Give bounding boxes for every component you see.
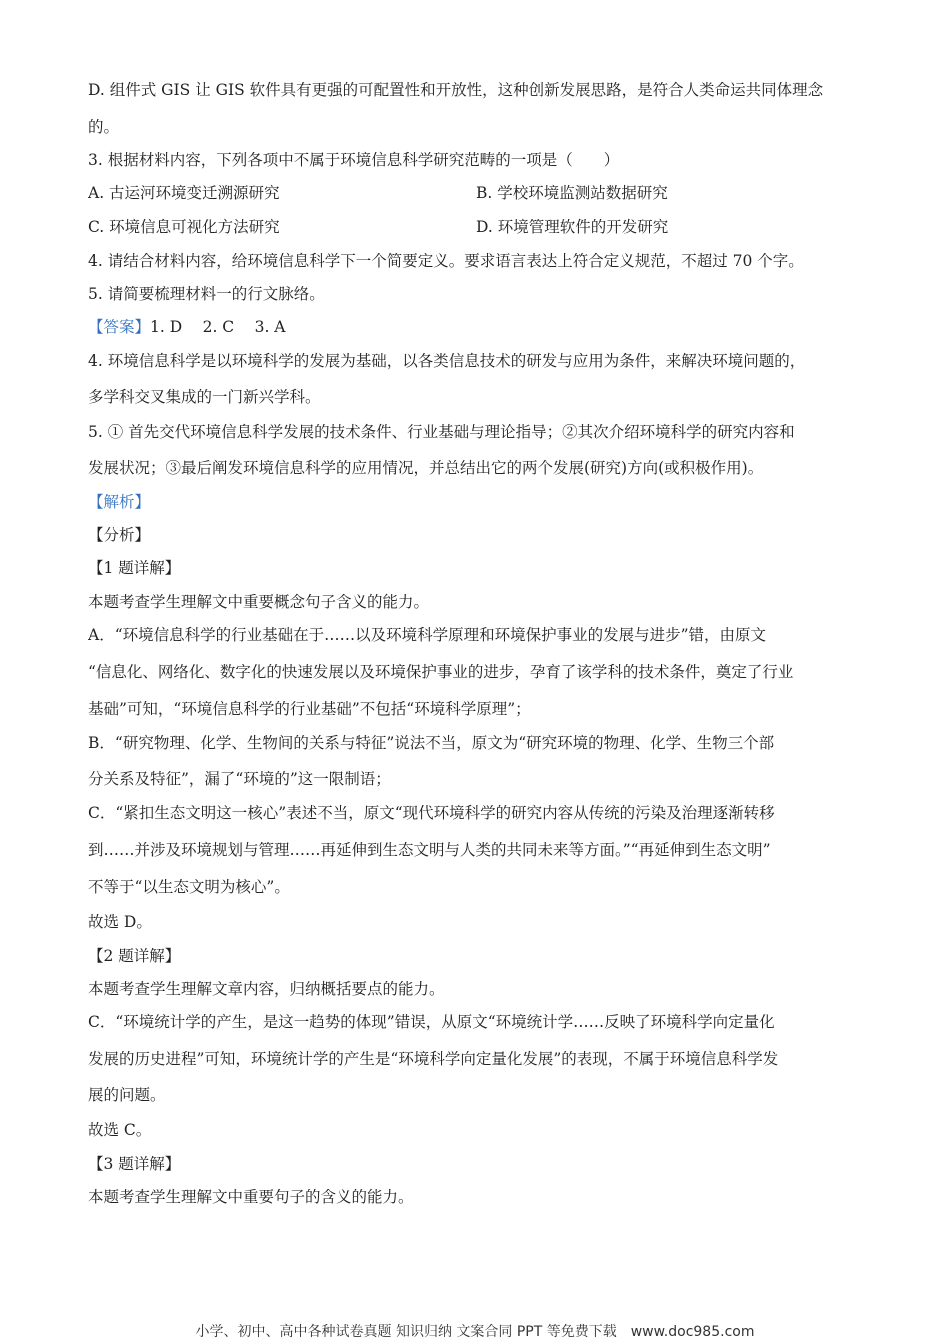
q2-c-line-3: 展的问题。	[88, 1086, 166, 1104]
q3-intro: 本题考查学生理解文中重要句子的含义的能力。	[88, 1188, 414, 1206]
q3-option-a: A. 古运河环境变迁溯源研究	[88, 184, 280, 202]
q2-c-line-1: C．“环境统计学的产生，是这一趋势的体现”错误，从原文“环境统计学……反映了环境科学向定量化	[88, 1013, 775, 1031]
q3-option-d: D. 环境管理软件的开发研究	[476, 218, 669, 236]
analysis-heading: 【分析】	[88, 526, 151, 544]
answer-text: 1. D 2. C 3. A	[150, 318, 286, 336]
q1-c-line-1: C．“紧扣生态文明这一核心”表述不当，原文“现代环境科学的研究内容从传统的污染及治理逐渐转移	[88, 804, 775, 822]
answer-line	[88, 316, 878, 338]
q1-c-line-2: 到……并涉及环境规划与管理……再延伸到生态文明与人类的共同未来等方面。”“再延伸到生态文明”	[88, 841, 771, 859]
q1-conclusion: 故选 D。	[88, 913, 152, 931]
option-d-line-1: D. 组件式 GIS 让 GIS 软件具有更强的可配置性和开放性，这种创新发展思路，是符合人类命运共同体理念	[88, 81, 824, 99]
question-4: 4. 请结合材料内容，给环境信息科学下一个简要定义。要求语言表达上符合定义规范，不超过 70 个字。	[88, 252, 804, 270]
q1-b-line-2: 分关系及特征”，漏了“环境的”这一限制语；	[88, 770, 391, 788]
answer-label: 【答案】	[88, 318, 151, 336]
q1-a-line-2: “信息化、网络化、数字化的快速发展以及环境保护事业的进步，孕育了该学科的技术条件，奠定了行业	[88, 663, 794, 681]
q1-heading: 【1 题详解】	[88, 559, 181, 577]
q3-option-b: B. 学校环境监测站数据研究	[476, 184, 668, 202]
footer-link[interactable]: 小学、初中、高中各种试卷真题 知识归纳 文案合同 PPT 等免费下载 www.doc985.com	[195, 1324, 755, 1340]
q1-intro: 本题考查学生理解文中重要概念句子含义的能力。	[88, 593, 430, 611]
q3-heading: 【3 题详解】	[88, 1155, 181, 1173]
q1-a-line-3: 基础”可知，“环境信息科学的行业基础”不包括“环境科学原理”；	[88, 700, 531, 718]
q1-b-line-1: B．“研究物理、化学、生物间的关系与特征”说法不当，原文为“研究环境的物理、化学、生物三个部	[88, 734, 775, 752]
answer-4-line-1: 4. 环境信息科学是以环境科学的发展为基础，以各类信息技术的研发与应用为条件，来解决环境问题的，	[88, 352, 806, 370]
q1-a-line-1: A．“环境信息科学的行业基础在于……以及环境科学原理和环境保护事业的发展与进步”错，由原文	[88, 626, 767, 644]
q2-conclusion: 故选 C。	[88, 1121, 152, 1139]
question-3: 3. 根据材料内容，下列各项中不属于环境信息科学研究范畴的一项是（ ）	[88, 151, 620, 169]
answer-4-line-2: 多学科交叉集成的一门新兴学科。	[88, 388, 321, 406]
option-d-line-2: 的。	[88, 118, 120, 136]
q1-c-line-3: 不等于“以生态文明为核心”。	[88, 878, 290, 896]
jiexi-heading: 【解析】	[88, 493, 151, 511]
answer-5-line-1: 5. ① 首先交代环境信息科学发展的技术条件、行业基础与理论指导；②其次介绍环境科学的研究内容和	[88, 423, 795, 441]
answer-5-line-2: 发展状况；③最后阐发环境信息科学的应用情况，并总结出它的两个发展(研究)方向(或积极作用)。	[88, 459, 764, 477]
q3-option-c: C. 环境信息可视化方法研究	[88, 218, 280, 236]
q2-c-line-2: 发展的历史进程”可知，环境统计学的产生是“环境科学向定量化发展”的表现，不属于环境信息科学发	[88, 1050, 779, 1068]
question-5: 5. 请简要梳理材料一的行文脉络。	[88, 285, 325, 303]
q2-intro: 本题考查学生理解文章内容，归纳概括要点的能力。	[88, 980, 445, 998]
q2-heading: 【2 题详解】	[88, 947, 181, 965]
